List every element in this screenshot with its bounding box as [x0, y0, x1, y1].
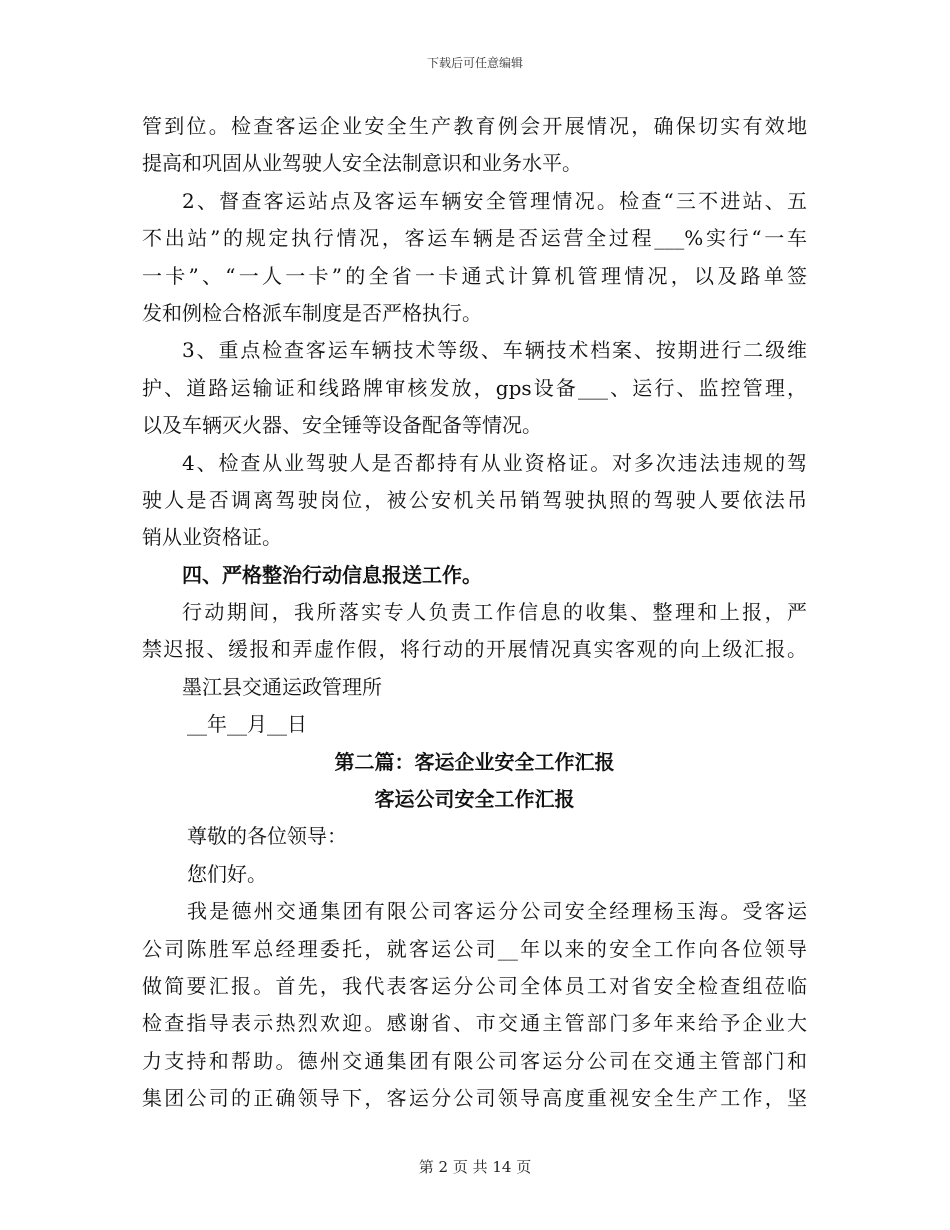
paragraph-line: 4、检查从业驾驶人是否都持有从业资格证。对多次违法违规的驾: [182, 450, 807, 475]
paragraph-line: 禁迟报、缓报和弄虚作假，将行动的开展情况真实客观的向上级汇报。: [142, 637, 807, 662]
paragraph-line: 力支持和帮助。德州交通集团有限公司客运分公司在交通主管部门和: [142, 1048, 807, 1073]
paragraph-line: 一卡”、“一人一卡”的全省一卡通式计算机管理情况，以及路单签: [142, 263, 807, 288]
paragraph-line: 做简要汇报。首先，我代表客运分公司全体员工对省安全检查组莅临: [142, 973, 807, 998]
paragraph-line: 我是德州交通集团有限公司客运分公司安全经理杨玉海。受客运: [187, 899, 807, 924]
document-body: [142, 108, 807, 1118]
page-footer: 第 2 页 共 14 页: [418, 1158, 532, 1176]
report-title: 客运公司安全工作汇报: [374, 787, 575, 812]
paragraph-line: 护、道路运输证和线路牌审核发放，gps设备___、运行、监控管理，: [142, 375, 807, 400]
paragraph-line: 提高和巩固从业驾驶人安全法制意识和业务水平。: [142, 151, 582, 176]
paragraph-line: 不出站”的规定执行情况，客运车辆是否运营全过程___%实行“一车: [142, 226, 807, 251]
paragraph-line: 检查指导表示热烈欢迎。感谢省、市交通主管部门多年来给予企业大: [142, 1011, 807, 1036]
paragraph-line: 2、督查客运站点及客运车辆安全管理情况。检查“三不进站、五: [182, 188, 807, 213]
section-heading: 四、严格整治行动信息报送工作。: [182, 562, 482, 587]
salutation: 尊敬的各位领导：: [187, 824, 347, 849]
signature-organization: 墨江县交通运政管理所: [182, 674, 382, 699]
chapter-title: 第二篇：客运企业安全工作汇报: [334, 749, 615, 774]
signature-date: __年__月__日: [187, 712, 307, 737]
paragraph-line: 3、重点检查客运车辆技术等级、车辆技术档案、按期进行二级维: [182, 338, 807, 363]
paragraph-line: 以及车辆灭火器、安全锤等设备配备等情况。: [142, 413, 542, 438]
paragraph-line: 集团公司的正确领导下，客运分公司领导高度重视安全生产工作，坚: [142, 1086, 807, 1111]
paragraph-line: 公司陈胜军总经理委托，就客运公司__年以来的安全工作向各位领导: [142, 936, 807, 961]
paragraph-line: 发和例检合格派车制度是否严格执行。: [142, 300, 482, 325]
paragraph-line: 管到位。检查客运企业安全生产教育例会开展情况，确保切实有效地: [142, 114, 807, 138]
paragraph-line: 销从业资格证。: [142, 525, 282, 550]
greeting: 您们好。: [187, 861, 267, 886]
paragraph-line: 行动期间，我所落实专人负责工作信息的收集、整理和上报，严: [182, 600, 807, 625]
page-header: 下载后可任意编辑: [426, 56, 523, 70]
paragraph-line: 驶人是否调离驾驶岗位，被公安机关吊销驾驶执照的驾驶人要依法吊: [142, 487, 807, 512]
